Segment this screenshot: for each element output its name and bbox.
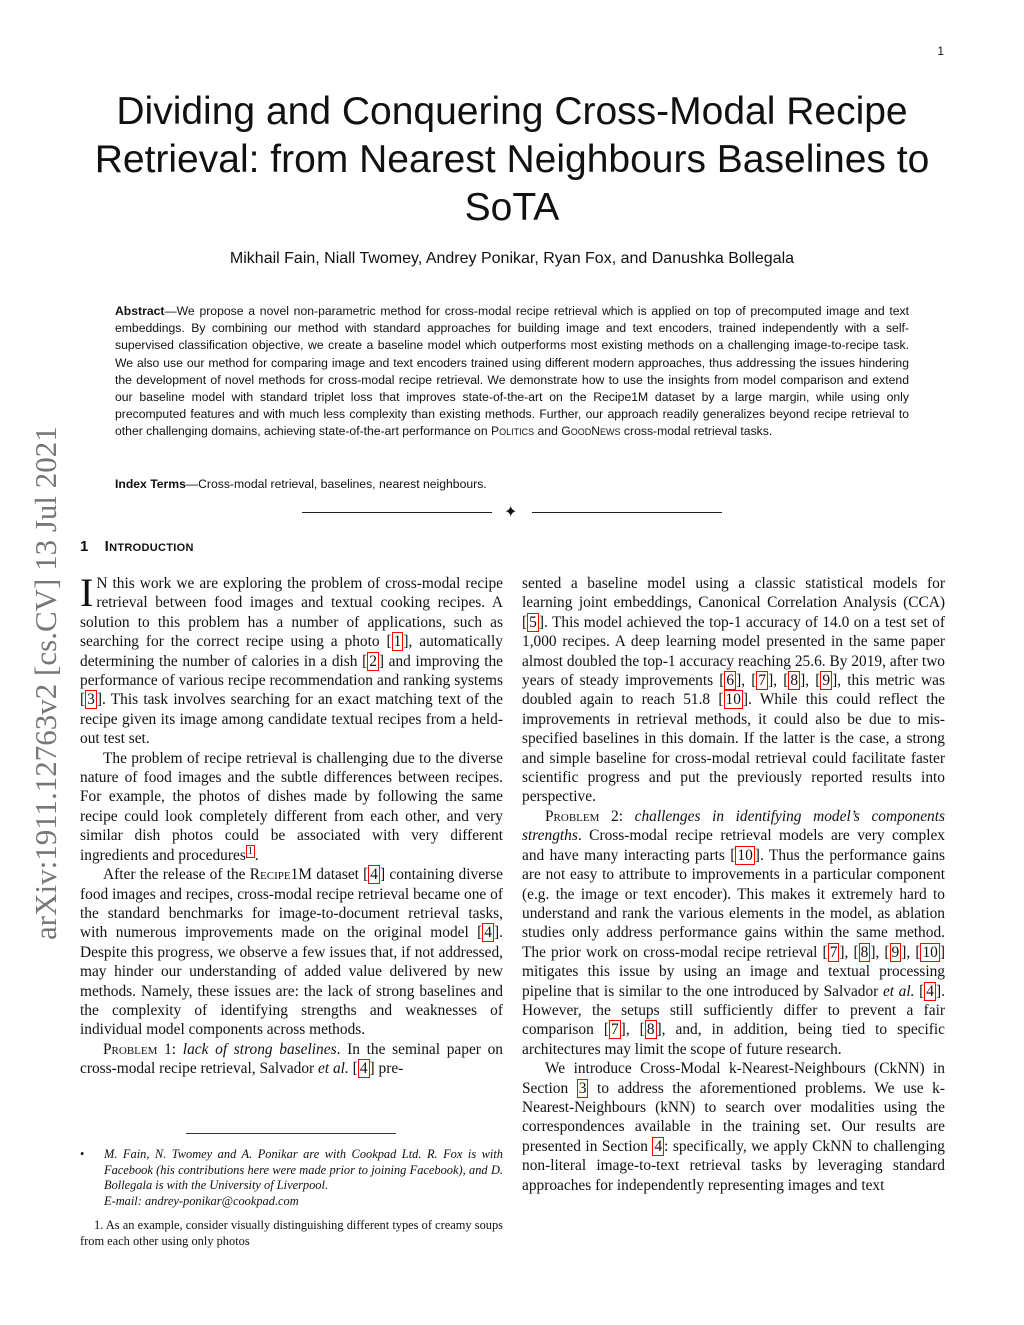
problem-label: Problem bbox=[103, 1040, 158, 1058]
text: , bbox=[805, 672, 816, 690]
text: to address the aforementioned problems. We use k-Nearest-Neighbours (kNN) to search over modalities using the correspondences available in the training set. Our results are presented in Section bbox=[522, 1079, 945, 1155]
problem-label: Problem bbox=[545, 807, 600, 825]
affiliation-body: M. Fain, N. Twomey and A. Ponikar are with Cookpad Ltd. R. Fox is with Facebook (his contributions here were made prior to joining Facebook), and D. Bollegala is with the University of Liverpool. bbox=[104, 1147, 503, 1193]
section-link[interactable]: 4 bbox=[654, 1137, 663, 1155]
arxiv-identifier: arXiv:1911.12763v2 [cs.CV] 13 Jul 2021 bbox=[28, 426, 63, 940]
footnote-link[interactable]: 1 bbox=[247, 845, 253, 857]
abstract bbox=[115, 303, 909, 441]
text: . This task involves searching for an exact matching text of the recipe given its image among candidate textual recipes from a held-out test set. bbox=[80, 691, 503, 748]
problem-title: challenges in identifying model’s components strengths bbox=[522, 807, 945, 845]
citation-link[interactable]: 3 bbox=[87, 691, 95, 709]
text: . bbox=[254, 846, 259, 864]
text: , bbox=[741, 672, 752, 690]
citation-link[interactable]: 8 bbox=[860, 943, 869, 961]
text: . In the seminal paper on cross-modal recipe retrieval, Salvador bbox=[80, 1040, 503, 1078]
section-separator bbox=[302, 504, 722, 520]
affiliation-note bbox=[80, 1147, 503, 1209]
text: . Cross-modal recipe retrieval models are very complex and have many interacting parts bbox=[522, 827, 945, 864]
text: mitigates this issue by using an image and textual processing pipeline that is similar to the one introduced by Salvador bbox=[522, 963, 945, 1000]
separator-line-left bbox=[302, 512, 492, 513]
et-al: et al. bbox=[318, 1060, 349, 1078]
author-list: Mikhail Fain, Niall Twomey, Andrey Ponikar, Ryan Fox, and Danushka Bollegala bbox=[229, 250, 795, 267]
text: . However, the setups still sufficiently differ to prevent a fair comparison bbox=[522, 982, 945, 1039]
text: 1: bbox=[157, 1040, 183, 1058]
footnote-1: 1. As an example, consider visually distinguishing different types of creamy soups from each other using only photos bbox=[80, 1218, 503, 1248]
text: . Despite this progress, we observe a few issues that, if not addressed, may hinder our understanding of added value delivered by new methods. Namely, these issues are: the lack of strong baselines and the complexity of identifying strengths and weaknesses of individual model components across methods. bbox=[80, 924, 503, 1039]
paragraph-4: Problem 1: lack of strong baselines. In the seminal paper on cross-modal recipe retrieval, Salvador et al. [ 4 ] pre- bbox=[80, 1040, 503, 1078]
text: , this metric was doubled again to reach 51.8 bbox=[522, 672, 945, 709]
footnote-rule bbox=[186, 1133, 396, 1134]
et-al: et al. bbox=[882, 982, 915, 1000]
affiliation-text bbox=[104, 1147, 503, 1209]
text: The problem of recipe retrieval is challenging due to the diverse nature of food images and the subtle differences between recipes. For example, the photos of dishes made by following the same recipe could look completely different from each other, and very similar dish photos could be associated with very different ingredients and procedures bbox=[80, 749, 503, 864]
citation-link[interactable]: 9 bbox=[822, 672, 831, 690]
text: containing diverse food images and recipes, cross-modal recipe retrieval became one of the standard benchmarks for image-to-document retrieval tasks, with numerous improvements made on the original model bbox=[80, 866, 503, 942]
citation-link[interactable]: 4 bbox=[359, 1060, 368, 1078]
text: , and, in addition, being tied to specific architectures may limit the scope of future research. bbox=[522, 1021, 945, 1058]
paragraph-1: I N this work we are exploring the problem of cross-modal recipe retrieval between food images and textual cooking recipes. A solution to this problem has a number of applications, such as searching for the correct recipe using a photo [ 1 ], automatically determining the number of calories in a dish [ 2 ] and improving the performance of various recipe recommendation and ranking systems [ 3 ]. This task involves searching for an exact matching text of the recipe given its image among candidate textual recipes from a held-out test set. bbox=[80, 570, 503, 748]
citation-link[interactable]: 1 bbox=[393, 633, 402, 651]
citation-link[interactable]: 7 bbox=[829, 943, 838, 961]
citation-link[interactable]: 4 bbox=[370, 866, 378, 884]
politics-dataset: Politics bbox=[491, 424, 535, 439]
citation-link[interactable]: 9 bbox=[891, 943, 900, 961]
text: We introduce Cross-Modal k-Nearest-Neighbours (CkNN) in Section bbox=[522, 1060, 945, 1097]
citation-link[interactable]: 10 bbox=[922, 943, 938, 961]
section-title: Introduction bbox=[104, 538, 194, 555]
index-terms-label: Index Terms bbox=[115, 477, 186, 491]
citation-link[interactable]: 7 bbox=[610, 1021, 619, 1039]
goodnews-dataset: GoodNews bbox=[561, 424, 621, 439]
bullet-icon: • bbox=[80, 1147, 85, 1161]
paragraph-7 bbox=[522, 1059, 945, 1195]
text: and improving the performance of various recipe recommendation and ranking systems bbox=[80, 652, 503, 690]
citation-link[interactable]: 6 bbox=[726, 672, 735, 690]
citation-link[interactable]: 8 bbox=[646, 1021, 655, 1039]
index-terms bbox=[115, 477, 909, 491]
section-heading bbox=[80, 538, 194, 555]
text: 1M bbox=[290, 866, 312, 884]
text: . This model achieved the top-1 accuracy of 14.0 on a test set of 1,000 recipes. A deep learning model presented in the same paper almost doubled the top-1 accuracy reaching 25.6. By 2019, after two years of steady improvements bbox=[522, 613, 945, 690]
citation-link[interactable]: 4 bbox=[926, 982, 934, 1000]
text bbox=[349, 1060, 353, 1077]
dropcap: I bbox=[80, 570, 94, 615]
text: , bbox=[875, 943, 885, 961]
left-column bbox=[80, 570, 503, 1079]
paragraph-2 bbox=[80, 749, 503, 865]
paragraph-5: sented a baseline model using a classic statistical models for learning joint embeddings, Canonical Correlation Analysis (CCA) [ 5 ]. This model achieved the top-1 accuracy of 14.0 on a test set of 1,000 recipes. A deep learning model presented in the same paper almost doubled the top-1 accuracy reaching 25.6. By 2019, after two years of steady improvements [ 6 ], [ 7 ], [ 8 ], [ 9 ], this metric was doubled again to reach 51.8 [ 10 ]. While this could reflect the improvements in retrieval methods, it could also be due to mis-specified baselines in this domain. If the latter is the case, a strong and simple baseline for cross-modal retrieval could facilitate faster scientific progress and put the previously reported results into perspective. bbox=[522, 575, 945, 806]
section-link[interactable]: 3 bbox=[578, 1079, 587, 1097]
text: 2: bbox=[599, 807, 635, 825]
citation-link[interactable]: 5 bbox=[529, 613, 537, 631]
section-number: 1 bbox=[80, 538, 89, 555]
citation-link[interactable]: 10 bbox=[725, 691, 741, 709]
text: N this work we are exploring the problem of cross-modal recipe retrieval between food images and textual cooking recipes. A solution to this problem has a number of applications, such as searching for the correct recipe using a photo bbox=[80, 575, 503, 651]
abstract-and: and bbox=[534, 424, 562, 439]
text: : specifically, we apply CkNN to challenging non-literal image-to-text retrieval tasks by leveraging standard approaches for independently representing images and text bbox=[522, 1137, 945, 1194]
text: , bbox=[844, 943, 854, 961]
text: After the release of the bbox=[103, 866, 250, 884]
citation-link[interactable]: 10 bbox=[737, 846, 753, 864]
text: pre- bbox=[374, 1060, 404, 1078]
text: dataset bbox=[311, 866, 364, 884]
text: , bbox=[773, 672, 784, 690]
text: , bbox=[906, 943, 916, 961]
page-number: 1 bbox=[937, 44, 944, 58]
citation-link[interactable]: 7 bbox=[758, 672, 767, 690]
text: , bbox=[625, 1021, 640, 1039]
text bbox=[915, 983, 920, 1000]
paragraph-6: Problem 2: challenges in identifying model’s components strengths. Cross-modal recipe retrieval models are very complex and have many interacting parts [ 10 ]. Thus the performance gains are not easy to attribute to improvements in a particular component (e.g. the image or text encoder). This makes it extremely hard to understand and rank the various elements in the model, as ablation studies only address performance gains within the same method. The prior work on cross-modal recipe retrieval [ 7 ], [ 8 ], [ 9 ], [ 10 ] mitigates this issue by using an image and textual processing pipeline that is similar to the one introduced by Salvador et al. [ 4 ]. However, the setups still sufficiently differ to prevent a fair comparison [ 7 ], [ 8 ], and, in addition, being tied to specific architectures may limit the scope of future research. bbox=[522, 807, 945, 1058]
separator-line-right bbox=[532, 512, 722, 513]
text: . Thus the performance gains are not easy to attribute to improvements in a particular component (e.g. the image or text encoder). This makes it extremely hard to understand and rank the various elements in the model, as ablation studies only address performance gains within the same method. The prior work on cross-modal recipe retrieval bbox=[522, 846, 945, 961]
abstract-text: —We propose a novel non-parametric method for cross-modal recipe retrieval which is applied on top of precomputed image and text embeddings. By combining our method with standard approaches for building image and text encoders, trained independently with a self-supervised classification objective, we create a baseline model which outperforms most existing methods on a challenging image-to-recipe task. We also use our method for comparing image and text encoders trained using different modern approaches, thus addressing the issues hindering the development of novel methods for cross-modal recipe retrieval. We demonstrate how to use the insights from model comparison and extend our baseline model with standard triplet loss that improves state-of-the-art on the Recipe1M dataset by a large margin, while using only precomputed features and with much less complexity than existing methods. Further, our approach readily generalizes beyond recipe retrieval to other challenging domains, achieving state-of-the-art performance on bbox=[115, 304, 909, 439]
citation-link[interactable]: 8 bbox=[790, 672, 799, 690]
citation-link[interactable]: 2 bbox=[369, 652, 377, 670]
abstract-label: Abstract bbox=[115, 304, 165, 318]
text: . While this could reflect the improvements in retrieval methods, it could also be due to mis-specified baselines in this domain. If the latter is the case, a strong and simple baseline for cross-modal retrieval could facilitate faster scientific progress and put the previously reported results into perspective. bbox=[522, 691, 945, 806]
abstract-text-end: cross-modal retrieval tasks. bbox=[620, 424, 773, 439]
affiliation-email: E-mail: andrey-ponikar@cookpad.com bbox=[104, 1193, 299, 1208]
paper-title: Dividing and Conquering Cross-Modal Recipe Retrieval: from Nearest Neighbours Baselines to SoTA bbox=[94, 90, 930, 229]
problem-title: lack of strong baselines bbox=[182, 1040, 337, 1058]
recipe1m-dataset: Recipe bbox=[249, 866, 291, 884]
text: sented a baseline model using a classic statistical models for learning joint embeddings, Canonical Correlation Analysis (CCA) bbox=[522, 575, 945, 612]
paragraph-3: After the release of the Recipe1M dataset [ 4 ] containing diverse food images and recipes, cross-modal recipe retrieval became one of the standard benchmarks for image-to-document retrieval tasks, with numerous improvements made on the original model [ 4 ]. Despite this progress, we observe a few issues that, if not addressed, may hinder our understanding of added value delivered by new methods. Namely, these issues are: the lack of strong baselines and the complexity of identifying strengths and weaknesses of individual model components across methods. bbox=[80, 866, 503, 1039]
right-column bbox=[522, 574, 945, 1195]
citation-link[interactable]: 4 bbox=[484, 924, 492, 942]
index-terms-text: —Cross-modal retrieval, baselines, nearest neighbours. bbox=[185, 477, 487, 491]
text: , automatically determining the number of calories in a dish bbox=[80, 633, 503, 670]
diamond-icon: ✦ bbox=[504, 502, 518, 521]
